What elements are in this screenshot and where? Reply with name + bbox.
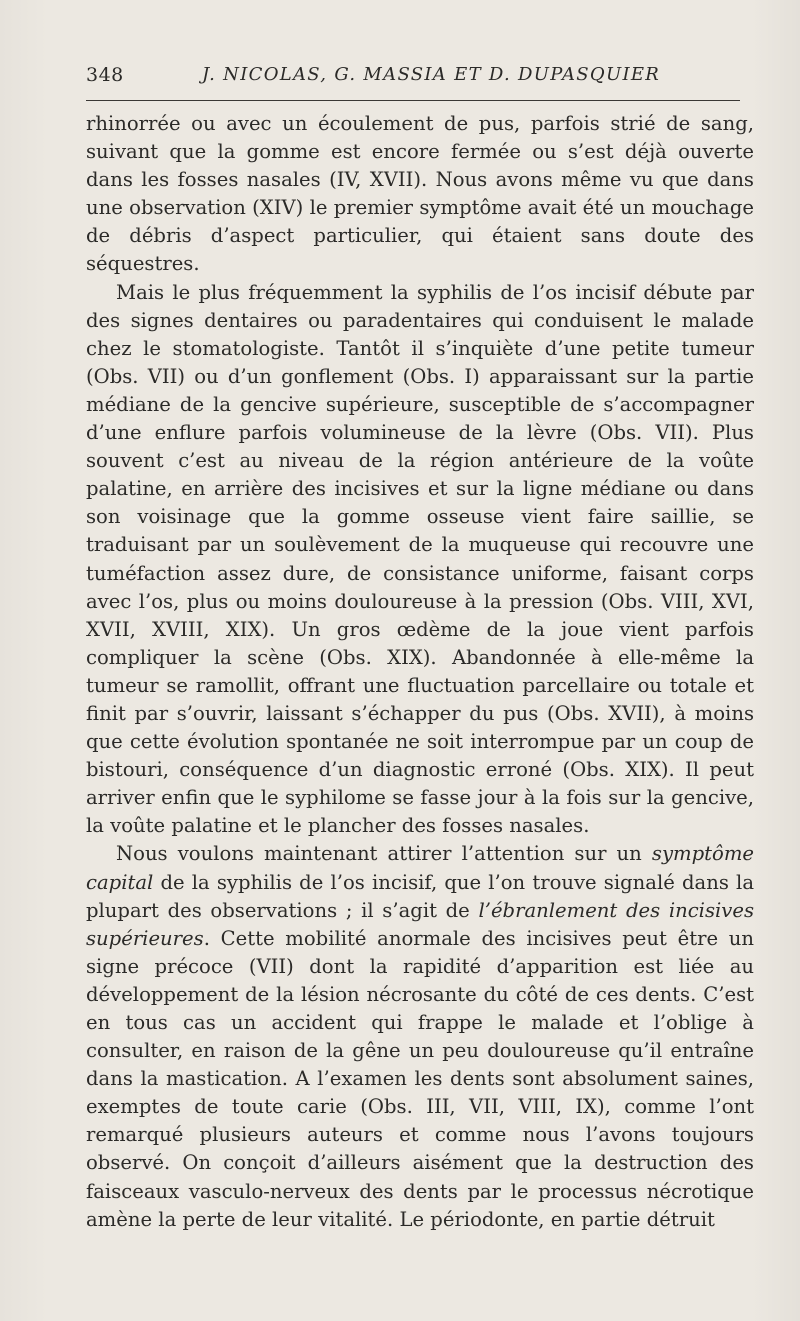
paragraph-3-text-2: de la syphilis de l’os incisif, que l’on trouve signalé dans la plupart des observations ; il s’agit de — [86, 870, 754, 922]
paragraph-2: Mais le plus fréquemment la syphilis de l’os incisif débute par des signes dentaires ou paradentaires qui conduisent le malade chez le stomatologiste. Tantôt il s’inquiète d’une petite tumeur (Obs. VII) ou d’un gonflement (Obs. I) apparaissant sur la partie médiane de la gencive supérieure, susceptible de s’accompagner d’une enflure parfois volumineuse de la lèvre (Obs. VII). Plus souvent c’est au niveau de la région antérieure de la voûte palatine, en arrière des incisives et sur la ligne médiane ou dans son voisinage que la gomme osseuse vient faire saillie, se traduisant par un soulèvement de la muqueuse qui recouvre une tuméfaction assez dure, de consistance uniforme, faisant corps avec l’os, plus ou moins douloureuse à la pression (Obs. VIII, XVI, XVII, XVIII, XIX). Un gros œdème de la joue vient parfois compliquer la scène (Obs. XIX). Abandonnée à elle-même la tumeur se ramollit, offrant une fluctuation parcellaire ou totale et finit par s’ouvrir, laissant s’échapper du pus (Obs. XVII), à moins que cette évolution spontanée ne soit interrompue par un coup de bistouri, conséquence d’un diagnostic erroné (Obs. XIX). Il peut arriver enfin que le syphilome se fasse jour à la fois sur la gencive, la voûte palatine et le plancher des fosses nasales. — [86, 280, 754, 838]
body-text — [86, 110, 754, 1234]
paragraph-1: rhinorrée ou avec un écoulement de pus, parfois strié de sang, suivant que la gomme est encore fermée ou s’est déjà ouverte dans les fosses nasales (IV, XVII). Nous avons même vu que dans une observation (XIV) le premier symptôme avait été un mouchage de débris d’aspect particulier, qui étaient sans doute des séquestres. — [86, 112, 754, 276]
italic-term-ebranlement: l’ébranlement des incisives supérieures — [86, 898, 754, 950]
page-number: 348 — [86, 64, 124, 86]
paragraph-3-text-1: Nous voulons maintenant attirer l’attention sur un — [116, 842, 652, 866]
header-rule — [86, 100, 740, 101]
page-header — [86, 64, 740, 90]
paragraph-3-text-3: . Cette mobilité anormale des incisives peut être un signe précoce (VII) dont la rapidité d’apparition est liée au développement de la lésion nécrosante du côté de ces dents. C’est en tous cas un accident qui frappe le malade et l’oblige à consulter, en raison de la gêne un peu douloureuse qu’il entraîne dans la mastication. A l’examen les dents sont absolument saines, exemptes de toute carie (Obs. III, VII, VIII, IX), comme l’ont remarqué plusieurs auteurs et comme nous l’avons toujours observé. On conçoit d’ailleurs aisément que la destruction des faisceaux vasculo-nerveux des dents par le processus nécrotique amène la perte de leur vitalité. Le périodonte, en partie détruit — [86, 926, 754, 1231]
paragraph-3 — [86, 840, 754, 1233]
running-title: J. NICOLAS, G. MASSIA ET D. DUPASQUIER — [202, 64, 661, 85]
italic-term-symptome-capital: symptôme capital — [86, 842, 754, 894]
